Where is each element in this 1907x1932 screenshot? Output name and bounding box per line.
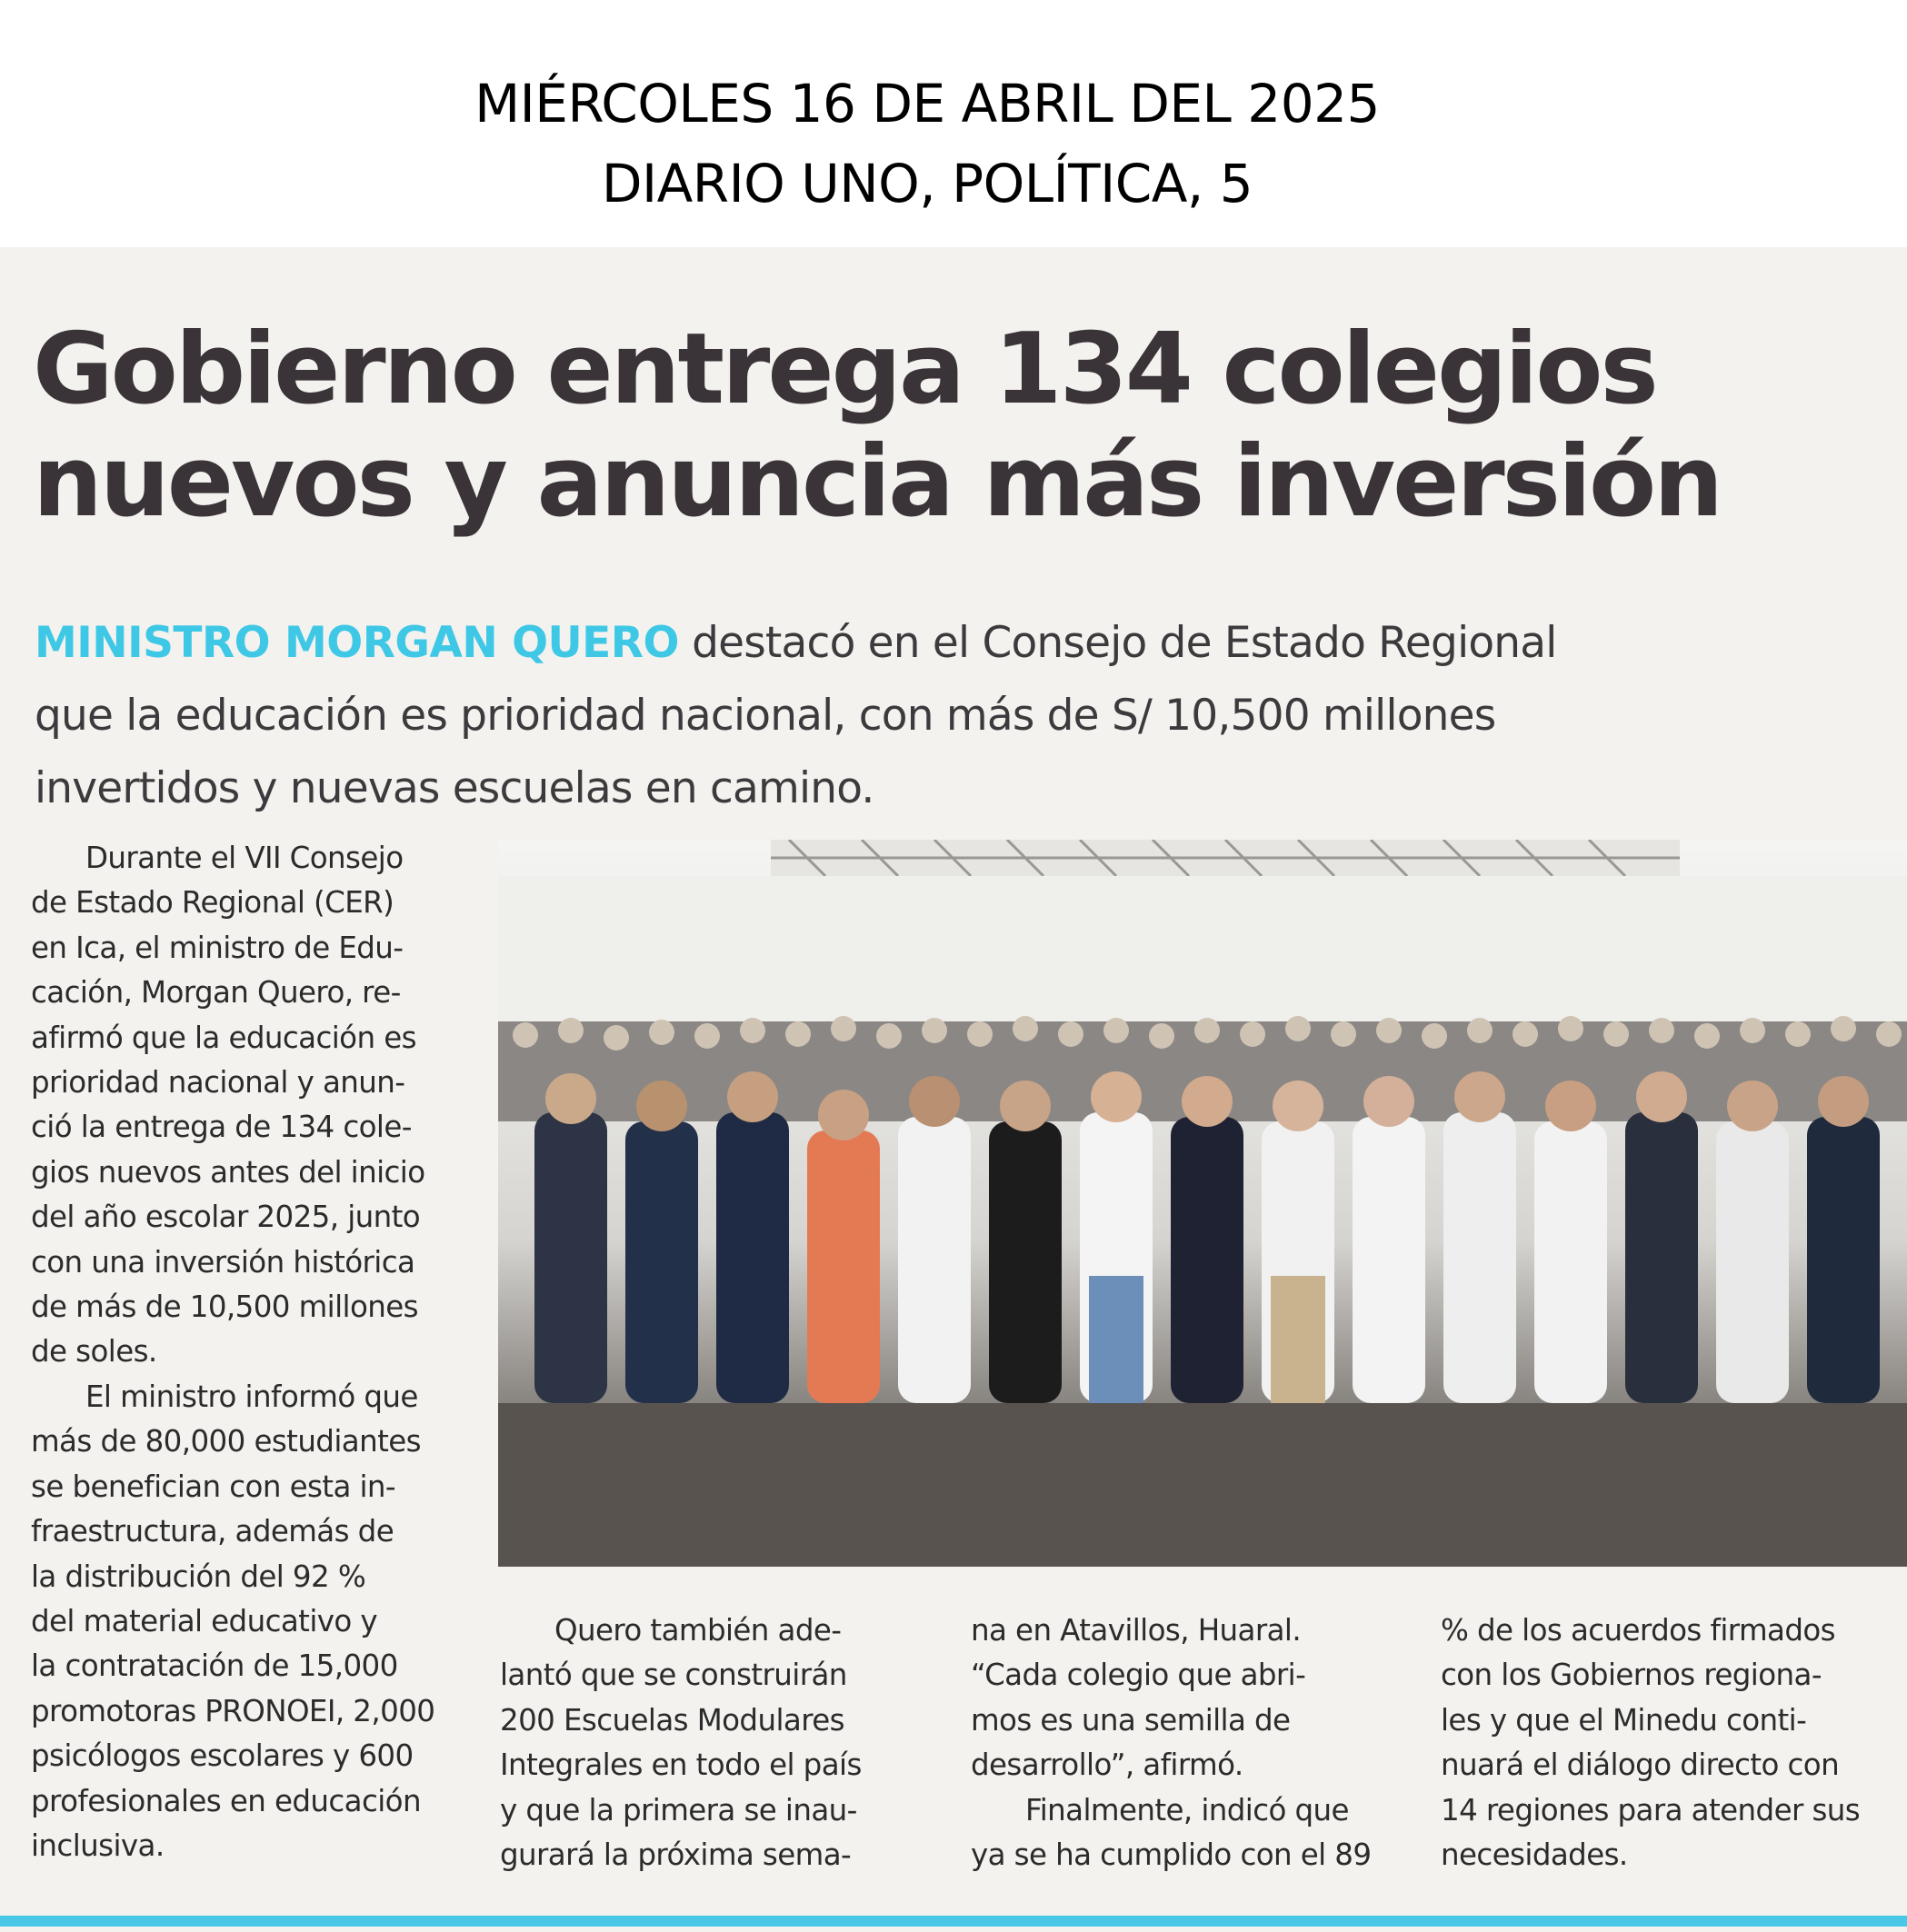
text-line: cación, Morgan Quero, re-	[31, 975, 401, 1011]
text-line: ció la entrega de 134 cole-	[31, 1110, 412, 1145]
text-line: la distribución del 92 %	[31, 1559, 366, 1594]
bottom-rule	[0, 1916, 1907, 1927]
deck	[35, 607, 1880, 825]
text-line: afirmó que la educación es	[31, 1020, 416, 1055]
deck-line-2: que la educación es prioridad nacional, con más de S/ 10,500 millones	[35, 691, 1496, 741]
deck-line-1-rest: destacó en el Consejo de Estado Regional	[678, 618, 1557, 668]
text-line: gurará la próxima sema-	[500, 1837, 852, 1873]
text-line: del material educativo y	[31, 1603, 378, 1638]
text-line: mos es una semilla de	[971, 1702, 1291, 1738]
deck-line-3: invertidos y nuevas escuelas en camino.	[35, 763, 874, 813]
text-line: necesidades.	[1441, 1837, 1628, 1873]
group-photo	[498, 840, 1907, 1567]
body-column-3	[971, 1608, 1398, 1877]
text-line: les y que el Minedu conti-	[1441, 1702, 1807, 1738]
text-line: la contratación de 15,000	[31, 1648, 398, 1684]
text-line: psicólogos escolares y 600	[31, 1738, 414, 1774]
text-line: nuará el diálogo directo con	[1441, 1748, 1840, 1783]
group-photo-illustration	[498, 840, 1907, 1567]
text-line: con una inversión histórica	[31, 1244, 415, 1280]
body-column-1	[31, 836, 458, 1868]
text-line: Finalmente, indicó que	[1025, 1792, 1349, 1827]
text-line: Integrales en todo el país	[500, 1748, 862, 1783]
body-column-2	[500, 1608, 927, 1877]
text-line: prioridad nacional y anun-	[31, 1065, 405, 1100]
text-line: inclusiva.	[31, 1827, 165, 1863]
text-line: 14 regiones para atender sus	[1441, 1792, 1861, 1827]
headline	[33, 314, 1878, 539]
text-line: profesionales en educación	[31, 1783, 421, 1818]
text-line: de más de 10,500 millones	[31, 1290, 418, 1325]
text-line: lantó que se construirán	[500, 1658, 847, 1693]
text-line: gios nuevos antes del inicio	[31, 1154, 425, 1190]
text-line: de Estado Regional (CER)	[31, 885, 394, 921]
text-line: y que la primera se inau-	[500, 1792, 857, 1827]
deck-line-1	[35, 607, 1880, 680]
text-line: ya se ha cumplido con el 89	[971, 1837, 1372, 1873]
text-line: 200 Escuelas Modulares	[500, 1702, 844, 1738]
deck-kicker: MINISTRO MORGAN QUERO	[35, 618, 679, 668]
text-line: El ministro informó que	[85, 1379, 418, 1414]
text-line: con los Gobiernos regiona-	[1441, 1658, 1822, 1693]
text-line: se benefician con esta in-	[31, 1469, 396, 1504]
text-line: na en Atavillos, Huaral.	[971, 1613, 1302, 1648]
text-line: Quero también ade-	[554, 1613, 842, 1648]
text-line: en Ica, el ministro de Edu-	[31, 930, 404, 965]
dateline-date: MIÉRCOLES 16 DE ABRIL DEL 2025	[474, 73, 1380, 134]
headline-line-1: Gobierno entrega 134 colegios	[33, 313, 1656, 426]
dateline-source: DIARIO UNO, POLÍTICA, 5	[601, 153, 1253, 214]
text-line: Durante el VII Consejo	[85, 841, 404, 875]
text-line: “Cada colegio que abri-	[971, 1658, 1306, 1693]
text-line: fraestructura, además de	[31, 1514, 394, 1549]
text-line: de soles.	[31, 1334, 157, 1369]
text-line: del año escolar 2025, junto	[31, 1200, 421, 1235]
headline-line-2: nuevos y anuncia más inversión	[33, 425, 1722, 539]
text-line: desarrollo”, afirmó.	[971, 1748, 1243, 1783]
text-line: promotoras PRONOEI, 2,000	[31, 1693, 435, 1728]
dateline	[0, 64, 1854, 224]
text-line: % de los acuerdos firmados	[1441, 1613, 1835, 1648]
text-line: más de 80,000 estudiantes	[31, 1424, 421, 1459]
body-column-4	[1441, 1608, 1868, 1877]
